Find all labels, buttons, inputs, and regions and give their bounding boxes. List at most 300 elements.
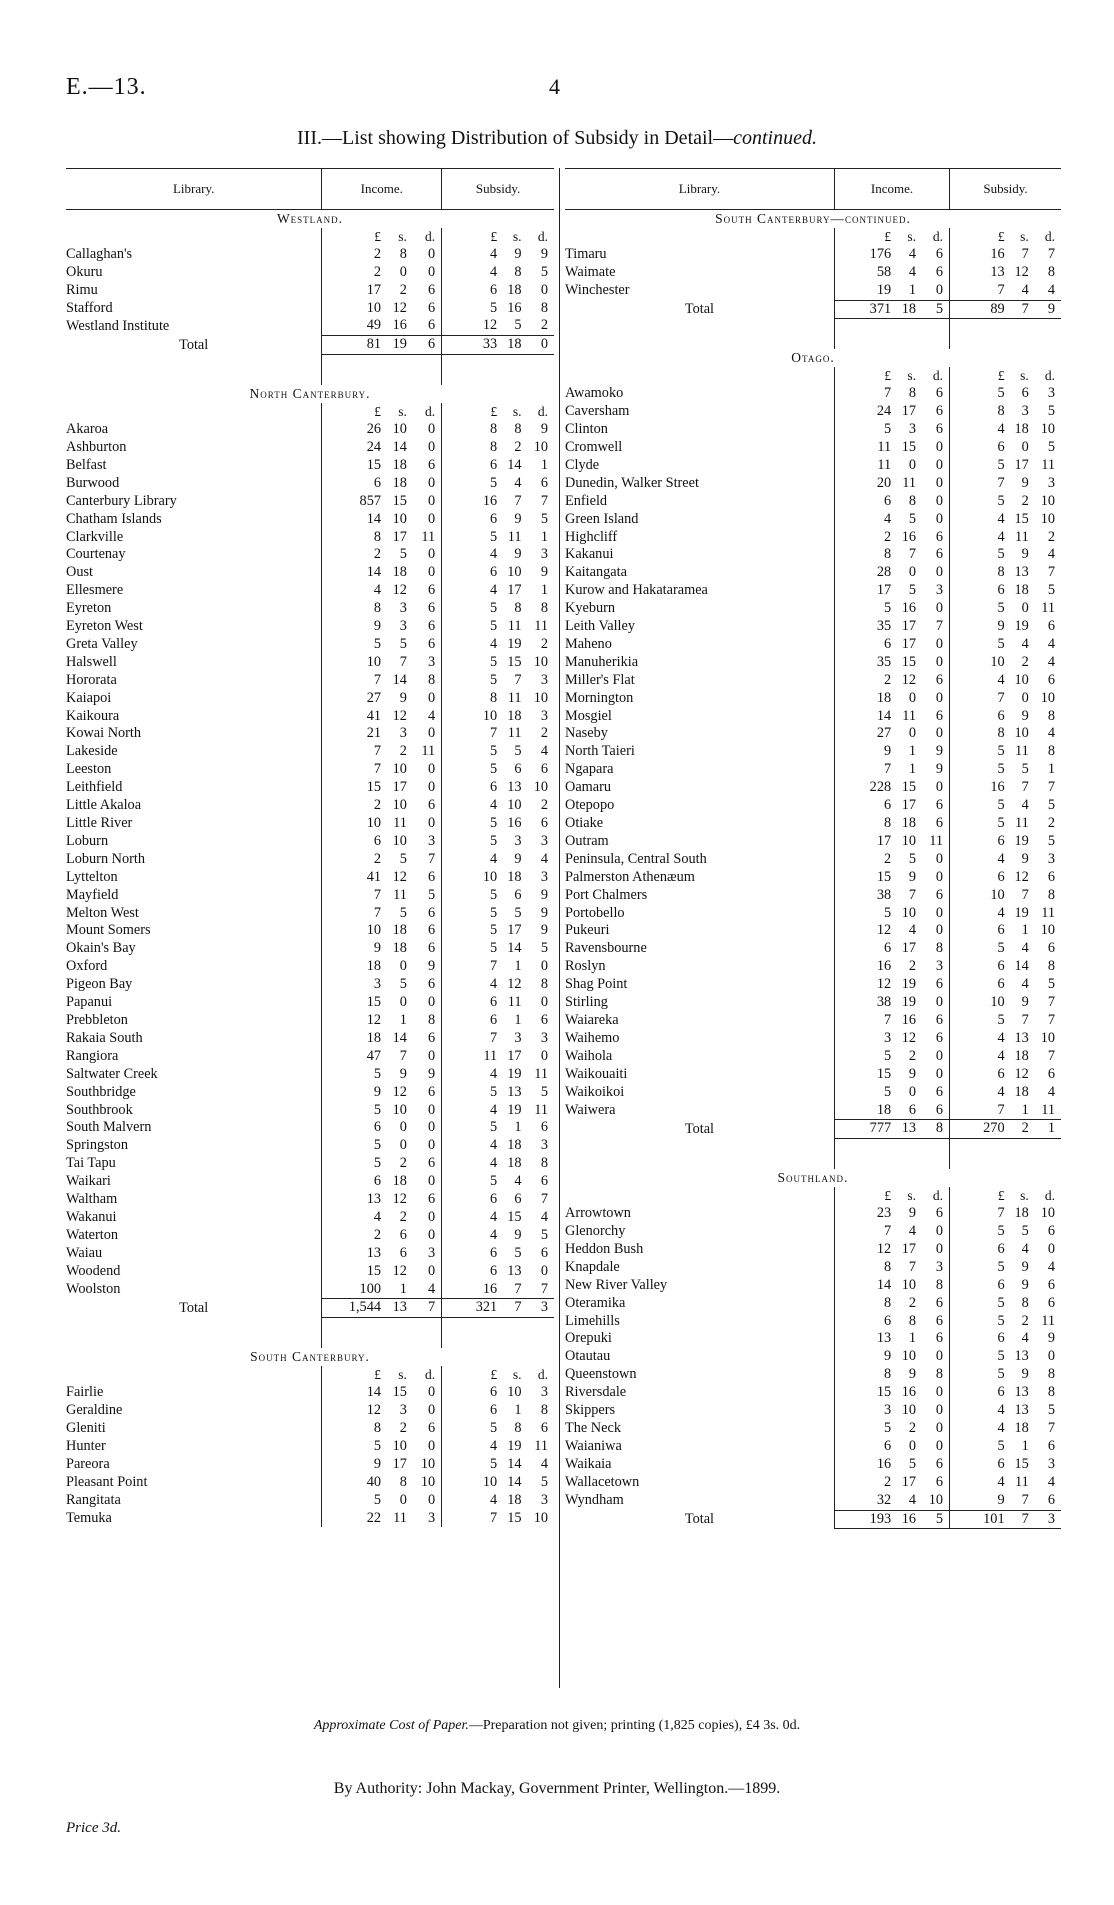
table-row bbox=[66, 1402, 554, 1420]
subsidy-part: 11 bbox=[1041, 1312, 1055, 1329]
subsidy-part: 7 bbox=[1047, 1420, 1055, 1436]
subsidy-amount bbox=[442, 600, 554, 618]
subsidy-amount bbox=[442, 1119, 554, 1137]
subsidy-amount bbox=[950, 905, 1061, 923]
income-part: 0 bbox=[399, 1137, 407, 1154]
subsidy-part: 12 bbox=[1014, 868, 1029, 885]
income-amount bbox=[322, 1384, 441, 1402]
income-amount bbox=[835, 1084, 949, 1102]
subsidy-part: 10 bbox=[1014, 725, 1029, 742]
income-amount bbox=[322, 1084, 441, 1102]
subsidy-part: 9 bbox=[1021, 994, 1029, 1011]
table-row bbox=[66, 282, 554, 300]
subsidy-part: 5 bbox=[1047, 438, 1055, 455]
subsidy-cell bbox=[442, 546, 554, 564]
subsidy-cell bbox=[442, 1438, 554, 1456]
subsidy-part: 4 bbox=[997, 528, 1005, 545]
income-part: 0 bbox=[935, 653, 943, 670]
income-cell bbox=[322, 815, 442, 833]
income-part: 5 bbox=[883, 1420, 892, 1436]
subsidy-part: 6 bbox=[1047, 1294, 1055, 1311]
income-cell bbox=[322, 600, 442, 618]
subsidy-cell bbox=[442, 1209, 554, 1227]
subsidy-part: 9 bbox=[540, 904, 548, 921]
subsidy-part: 6 bbox=[1047, 868, 1055, 885]
income-amount bbox=[322, 564, 441, 582]
income-amount bbox=[835, 1511, 949, 1529]
subsidy-part: 11 bbox=[534, 1065, 548, 1082]
income-part: 4 bbox=[427, 1280, 436, 1297]
library-name: Akaroa bbox=[66, 421, 109, 438]
library-name: Prebbleton bbox=[66, 1011, 128, 1028]
library-name: Courtenay bbox=[66, 546, 126, 563]
subsidy-cell bbox=[950, 636, 1061, 654]
income-part: 17 bbox=[901, 403, 916, 420]
income-part: 7 bbox=[399, 1047, 407, 1064]
library-name: Wakanui bbox=[66, 1208, 117, 1225]
income-part: 0 bbox=[908, 564, 916, 581]
income-amount bbox=[322, 264, 441, 282]
subsidy-amount bbox=[442, 1191, 554, 1209]
subsidy-cell bbox=[442, 1030, 554, 1048]
unit-pence: d. bbox=[425, 1367, 436, 1383]
income-part: 0 bbox=[935, 492, 943, 509]
subsidy-cell bbox=[950, 1120, 1061, 1139]
income-part: 11 bbox=[393, 815, 407, 831]
subsidy-part: 6 bbox=[490, 1244, 498, 1261]
income-part: 11 bbox=[877, 438, 892, 455]
subsidy-cell bbox=[442, 264, 554, 282]
subsidy-part: 5 bbox=[490, 1119, 498, 1136]
income-part: 5 bbox=[399, 850, 407, 867]
title-continued: continued. bbox=[733, 127, 817, 149]
subsidy-part: 11 bbox=[1041, 600, 1055, 617]
income-part: 18 bbox=[392, 456, 407, 473]
income-cell bbox=[322, 1155, 442, 1173]
subsidy-part: 5 bbox=[490, 832, 498, 849]
income-amount bbox=[835, 1474, 949, 1492]
income-cell bbox=[834, 1420, 949, 1438]
library-name: Ravensbourne bbox=[565, 940, 647, 957]
subsidy-part: 10 bbox=[990, 994, 1005, 1011]
income-cell bbox=[322, 851, 442, 869]
income-part: 0 bbox=[427, 492, 436, 509]
gap-cell bbox=[834, 319, 949, 350]
subsidy-cell bbox=[442, 1048, 554, 1066]
subsidy-amount bbox=[950, 1330, 1061, 1348]
income-amount bbox=[322, 475, 441, 493]
subsidy-part: 18 bbox=[1014, 1205, 1029, 1222]
subsidy-part: 7 bbox=[1021, 1510, 1029, 1527]
table-row bbox=[66, 439, 554, 457]
subsidy-cell bbox=[950, 529, 1061, 547]
income-part: 6 bbox=[427, 1420, 436, 1436]
income-part: 17 bbox=[366, 281, 381, 298]
subsidy-part: 7 bbox=[1047, 564, 1055, 581]
subsidy-part: 4 bbox=[1047, 281, 1055, 298]
income-part: 0 bbox=[427, 1402, 436, 1419]
income-part: 10 bbox=[901, 832, 916, 849]
income-part: 16 bbox=[876, 1455, 892, 1472]
subsidy-part: 11 bbox=[507, 994, 522, 1011]
subsidy-amount bbox=[950, 940, 1061, 958]
income-amount bbox=[835, 546, 949, 564]
subsidy-cell bbox=[950, 833, 1061, 851]
subsidy-part: 9 bbox=[997, 618, 1005, 635]
subsidy-part: 11 bbox=[507, 689, 522, 706]
subsidy-cell bbox=[950, 1102, 1061, 1120]
subsidy-amount bbox=[950, 546, 1061, 564]
subsidy-part: 1 bbox=[540, 582, 548, 599]
income-part: 5 bbox=[883, 904, 892, 921]
library-name: Enfield bbox=[565, 492, 608, 509]
subsidy-part: 0 bbox=[540, 994, 548, 1011]
income-part: 8 bbox=[908, 1312, 916, 1329]
units bbox=[950, 1187, 1061, 1205]
subsidy-part: 3 bbox=[540, 1299, 548, 1316]
income-amount bbox=[322, 833, 441, 851]
subsidy-cell bbox=[442, 797, 554, 815]
income-cell bbox=[834, 475, 949, 493]
subsidy-part: 5 bbox=[997, 815, 1005, 831]
library-name: Mount Somers bbox=[66, 922, 151, 939]
income-part: 6 bbox=[935, 886, 943, 903]
income-amount bbox=[835, 636, 949, 654]
income-part: 6 bbox=[935, 976, 943, 993]
subsidy-part: 5 bbox=[540, 1473, 548, 1490]
table-row bbox=[66, 1474, 554, 1492]
subsidy-part: 8 bbox=[514, 421, 522, 438]
income-amount bbox=[835, 1295, 949, 1313]
subsidy-cell bbox=[950, 851, 1061, 869]
income-part: 8 bbox=[935, 1120, 943, 1137]
income-amount bbox=[322, 940, 441, 958]
library-name: Little River bbox=[66, 815, 133, 831]
subsidy-part: 18 bbox=[1014, 421, 1029, 438]
library-name: Lyttelton bbox=[66, 868, 118, 885]
subsidy-cell bbox=[950, 246, 1061, 264]
subsidy-part: 5 bbox=[997, 1223, 1005, 1240]
library-name: Callaghan's bbox=[66, 245, 133, 262]
subsidy-amount bbox=[950, 743, 1061, 761]
income-part: 8 bbox=[883, 1366, 892, 1383]
subsidy-part: 13 bbox=[1014, 1402, 1029, 1419]
units bbox=[950, 228, 1061, 246]
unit-pence: d. bbox=[537, 404, 548, 420]
income-part: 12 bbox=[392, 299, 407, 316]
income-part: 0 bbox=[427, 1262, 436, 1279]
table-row bbox=[66, 1173, 554, 1191]
library-name: Waiareka bbox=[565, 1011, 619, 1028]
subsidy-part: 9 bbox=[514, 546, 522, 563]
subsidy-part: 17 bbox=[507, 1047, 522, 1064]
table-row bbox=[565, 1402, 1061, 1420]
subsidy-part: 6 bbox=[1047, 1276, 1055, 1293]
income-header: Income. bbox=[834, 169, 949, 210]
table-row bbox=[66, 994, 554, 1012]
unit-pound: £ bbox=[490, 228, 498, 244]
income-part: 10 bbox=[420, 1473, 436, 1490]
income-part: 14 bbox=[876, 707, 892, 724]
column-divider bbox=[559, 168, 560, 1688]
income-amount bbox=[322, 511, 441, 529]
income-part: 0 bbox=[427, 263, 436, 280]
income-amount bbox=[322, 317, 441, 335]
income-amount bbox=[322, 1510, 441, 1528]
page-number: 4 bbox=[549, 74, 560, 99]
right-table-body bbox=[565, 169, 1061, 1529]
subsidy-amount bbox=[442, 672, 554, 690]
income-part: 6 bbox=[935, 797, 943, 814]
library-name: Hororata bbox=[66, 671, 117, 688]
library-name: Clyde bbox=[565, 456, 600, 473]
subsidy-part: 3 bbox=[514, 1029, 522, 1046]
subsidy-cell bbox=[950, 1066, 1061, 1084]
table-row bbox=[565, 1330, 1061, 1348]
income-part: 17 bbox=[901, 1240, 916, 1257]
income-amount bbox=[835, 1492, 949, 1510]
income-amount bbox=[835, 940, 949, 958]
income-amount bbox=[835, 761, 949, 779]
subsidy-part: 9 bbox=[1021, 1258, 1029, 1275]
income-amount bbox=[322, 1263, 441, 1281]
subsidy-cell bbox=[950, 511, 1061, 529]
title-text: III.—List showing Distribution of Subsidy in Detail— bbox=[297, 127, 734, 149]
table-row bbox=[66, 887, 554, 905]
subsidy-amount bbox=[950, 403, 1061, 421]
table-row bbox=[565, 672, 1061, 690]
authority-line: By Authority: John Mackay, Government Printer, Wellington.—1899. bbox=[333, 1780, 781, 1797]
subsidy-part: 7 bbox=[490, 958, 498, 975]
subsidy-amount bbox=[950, 600, 1061, 618]
subsidy-part: 13 bbox=[1014, 1029, 1029, 1046]
subsidy-part: 8 bbox=[540, 1402, 548, 1419]
subsidy-part: 6 bbox=[490, 281, 498, 298]
table-row bbox=[66, 300, 554, 318]
library-name: Okuru bbox=[66, 263, 103, 280]
income-cell bbox=[322, 636, 442, 654]
subsidy-part: 10 bbox=[507, 797, 522, 814]
income-part: 12 bbox=[901, 671, 916, 688]
income-amount bbox=[835, 421, 949, 439]
subsidy-amount bbox=[950, 385, 1061, 403]
table-row bbox=[66, 1066, 554, 1084]
income-part: 0 bbox=[935, 456, 943, 473]
subsidy-part: 2 bbox=[540, 635, 548, 652]
unit-shilling: s. bbox=[1020, 1188, 1029, 1204]
income-amount bbox=[835, 851, 949, 869]
income-cell bbox=[322, 1137, 442, 1155]
section-title: South Canterbury. bbox=[250, 1349, 370, 1365]
library-name: Kaiapoi bbox=[66, 689, 112, 706]
income-amount bbox=[322, 1299, 441, 1317]
unit-pound: £ bbox=[374, 228, 381, 244]
total-row bbox=[565, 1510, 1061, 1529]
income-part: 0 bbox=[908, 689, 916, 706]
subsidy-cell bbox=[950, 1492, 1061, 1510]
subsidy-part: 6 bbox=[540, 815, 548, 831]
library-name: Temuka bbox=[66, 1509, 112, 1526]
subsidy-cell bbox=[442, 1263, 554, 1281]
income-part: 8 bbox=[373, 528, 381, 545]
subsidy-part: 5 bbox=[514, 904, 522, 921]
subsidy-cell bbox=[950, 797, 1061, 815]
subsidy-part: 0 bbox=[1047, 1240, 1055, 1257]
subsidy-cell bbox=[442, 1474, 554, 1492]
income-part: 8 bbox=[908, 385, 916, 402]
subsidy-part: 6 bbox=[997, 1330, 1005, 1347]
subsidy-amount bbox=[950, 1048, 1061, 1066]
subsidy-part: 15 bbox=[507, 1208, 522, 1225]
library-name: The Neck bbox=[565, 1420, 621, 1436]
subsidy-part: 1 bbox=[514, 958, 522, 975]
subsidy-part: 5 bbox=[997, 1294, 1005, 1311]
subsidy-part: 2 bbox=[1047, 815, 1055, 831]
subsidy-amount bbox=[950, 636, 1061, 654]
income-part: 17 bbox=[392, 528, 407, 545]
subsidy-part: 4 bbox=[997, 421, 1005, 438]
income-part: 17 bbox=[901, 1473, 916, 1490]
income-part: 20 bbox=[876, 474, 892, 491]
table-row bbox=[66, 654, 554, 672]
table-row bbox=[66, 958, 554, 976]
income-part: 9 bbox=[427, 1065, 436, 1082]
library-name: Waterton bbox=[66, 1226, 119, 1243]
income-cell bbox=[834, 403, 949, 421]
subsidy-part: 1 bbox=[1047, 1120, 1055, 1137]
subsidy-part: 7 bbox=[540, 1280, 548, 1297]
income-part: 35 bbox=[876, 653, 892, 670]
income-amount bbox=[835, 529, 949, 547]
table-row bbox=[565, 779, 1061, 797]
subsidy-part: 7 bbox=[1047, 1011, 1055, 1028]
income-amount bbox=[835, 600, 949, 618]
subsidy-part: 12 bbox=[507, 976, 522, 993]
table-row bbox=[66, 761, 554, 779]
subsidy-part: 6 bbox=[490, 510, 498, 527]
subsidy-part: 4 bbox=[490, 1137, 498, 1154]
subsidy-cell bbox=[950, 475, 1061, 493]
subsidy-part: 2 bbox=[1047, 528, 1055, 545]
table-row bbox=[565, 1223, 1061, 1241]
subsidy-amount bbox=[950, 564, 1061, 582]
section-gap bbox=[565, 1139, 1061, 1170]
income-cell bbox=[834, 582, 949, 600]
subsidy-part: 4 bbox=[997, 671, 1005, 688]
subsidy-cell bbox=[950, 1348, 1061, 1366]
subsidy-part: 6 bbox=[540, 1173, 548, 1190]
subsidy-cell bbox=[442, 690, 554, 708]
subsidy-cell bbox=[442, 475, 554, 493]
table-row bbox=[565, 869, 1061, 887]
table-row bbox=[66, 743, 554, 761]
subsidy-amount bbox=[442, 1030, 554, 1048]
income-part: 12 bbox=[901, 1029, 916, 1046]
subsidy-part: 6 bbox=[490, 1402, 498, 1419]
income-amount bbox=[322, 743, 441, 761]
income-cell bbox=[834, 618, 949, 636]
subsidy-cell bbox=[442, 1084, 554, 1102]
income-amount bbox=[322, 672, 441, 690]
subsidy-amount bbox=[442, 1456, 554, 1474]
table-row bbox=[66, 264, 554, 282]
subsidy-part: 5 bbox=[997, 1348, 1005, 1365]
subsidy-part: 4 bbox=[490, 245, 498, 262]
library-name: New River Valley bbox=[565, 1276, 668, 1293]
income-part: 9 bbox=[373, 1083, 381, 1100]
subsidy-part: 5 bbox=[1047, 582, 1055, 599]
subsidy-cell bbox=[950, 546, 1061, 564]
subsidy-amount bbox=[442, 246, 554, 264]
income-part: 3 bbox=[427, 1244, 436, 1261]
income-part: 16 bbox=[901, 528, 916, 545]
subsidy-part: 7 bbox=[997, 474, 1005, 491]
subsidy-part: 18 bbox=[507, 1155, 522, 1172]
table-row bbox=[66, 922, 554, 940]
subsidy-part: 3 bbox=[540, 707, 548, 724]
income-part: 0 bbox=[427, 761, 436, 778]
subsidy-amount bbox=[442, 336, 554, 354]
unit-pound: £ bbox=[884, 368, 892, 384]
subsidy-cell bbox=[950, 600, 1061, 618]
table-row bbox=[565, 761, 1061, 779]
subsidy-amount bbox=[442, 493, 554, 511]
income-part: 15 bbox=[901, 779, 916, 796]
subsidy-amount bbox=[442, 636, 554, 654]
income-part: 2 bbox=[373, 263, 381, 280]
income-cell bbox=[834, 439, 949, 457]
subsidy-part: 8 bbox=[540, 600, 548, 617]
income-part: 15 bbox=[901, 438, 916, 455]
subsidy-cell bbox=[442, 1456, 554, 1474]
subsidy-part: 7 bbox=[514, 671, 522, 688]
subsidy-part: 13 bbox=[1014, 564, 1029, 581]
income-part: 2 bbox=[399, 1155, 407, 1172]
income-part: 0 bbox=[427, 510, 436, 527]
table-row bbox=[565, 1084, 1061, 1102]
income-part: 6 bbox=[427, 1083, 436, 1100]
income-part: 1 bbox=[908, 1330, 916, 1347]
section-title: Westland. bbox=[276, 211, 344, 226]
subsidy-part: 5 bbox=[997, 635, 1005, 652]
subsidy-part: 9 bbox=[1021, 1366, 1029, 1383]
subsidy-part: 5 bbox=[997, 1258, 1005, 1275]
library-name: Rakaia South bbox=[66, 1029, 143, 1046]
table-row bbox=[66, 940, 554, 958]
subsidy-part: 9 bbox=[514, 245, 522, 262]
income-cell bbox=[322, 1209, 442, 1227]
library-name: Geraldine bbox=[66, 1402, 123, 1419]
income-part: 27 bbox=[366, 689, 381, 706]
subsidy-cell bbox=[442, 317, 554, 335]
subsidy-cell bbox=[442, 743, 554, 761]
income-cell bbox=[834, 797, 949, 815]
income-part: 0 bbox=[399, 958, 407, 975]
unit-shilling: s. bbox=[398, 228, 407, 244]
library-name: Ashburton bbox=[66, 438, 127, 455]
income-part: 2 bbox=[883, 1473, 892, 1490]
subsidy-part: 0 bbox=[1047, 1348, 1055, 1365]
income-cell bbox=[834, 1120, 949, 1139]
units-row bbox=[565, 1187, 1061, 1205]
income-part: 7 bbox=[883, 385, 892, 402]
unit-pence: d. bbox=[932, 228, 943, 244]
subsidy-cell bbox=[950, 887, 1061, 905]
subsidy-part: 4 bbox=[1047, 546, 1055, 563]
library-name: Woodend bbox=[66, 1262, 121, 1279]
subsidy-cell bbox=[442, 1137, 554, 1155]
subsidy-amount bbox=[442, 1474, 554, 1492]
